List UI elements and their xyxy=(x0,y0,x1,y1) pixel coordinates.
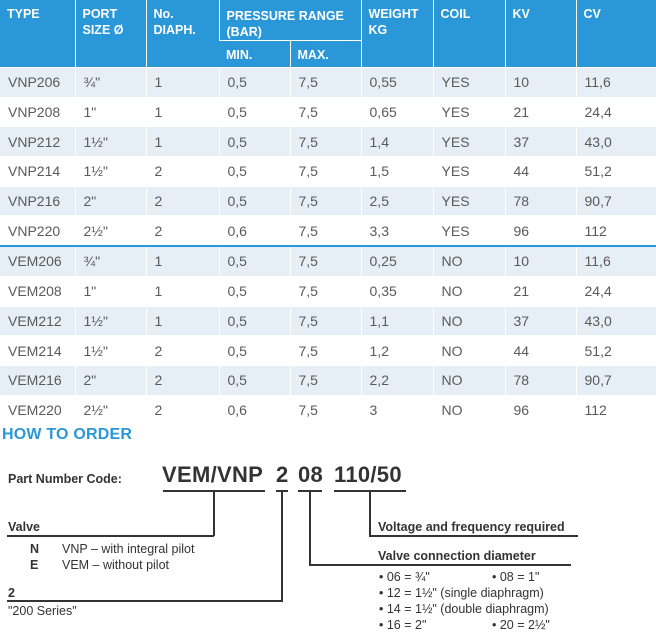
cell-no-diaph: 1 xyxy=(146,246,219,276)
cell-pressure-max: 7,5 xyxy=(290,186,361,216)
cell-pressure-min: 0,5 xyxy=(219,276,290,306)
cell-pressure-max: 7,5 xyxy=(290,97,361,127)
cell-type: VEM212 xyxy=(0,306,75,336)
cell-pressure-max: 7,5 xyxy=(290,246,361,276)
cell-type: VEM214 xyxy=(0,336,75,366)
code-voltage: 110/50 xyxy=(334,462,402,487)
header-kv: KV xyxy=(505,0,576,68)
series-desc: "200 Series" xyxy=(8,604,77,618)
cell-weight: 2,2 xyxy=(361,365,433,395)
connection-option: • 08 = 1" xyxy=(492,570,540,584)
header-pressure-range: PRESSURE RANGE (BAR) xyxy=(219,0,361,41)
cell-pressure-min: 0,5 xyxy=(219,306,290,336)
table-row xyxy=(0,157,656,187)
spec-table-body xyxy=(0,68,656,425)
cell-type: VNP220 xyxy=(0,216,75,246)
cell-pressure-min: 0,5 xyxy=(219,246,290,276)
cell-pressure-max: 7,5 xyxy=(290,336,361,366)
cell-cv: 24,4 xyxy=(576,276,656,306)
cell-weight: 0,55 xyxy=(361,68,433,98)
table-row xyxy=(0,186,656,216)
cell-kv: 78 xyxy=(505,186,576,216)
table-row xyxy=(0,68,656,98)
how-to-order-heading: HOW TO ORDER xyxy=(2,426,133,443)
cell-cv: 11,6 xyxy=(576,68,656,98)
table-row xyxy=(0,127,656,157)
cell-cv: 24,4 xyxy=(576,97,656,127)
cell-port-size: ¾" xyxy=(75,68,146,98)
cell-pressure-max: 7,5 xyxy=(290,365,361,395)
cell-pressure-min: 0,5 xyxy=(219,127,290,157)
cell-pressure-min: 0,6 xyxy=(219,395,290,424)
cell-pressure-max: 7,5 xyxy=(290,127,361,157)
connection-option: • 14 = 1½" (double diaphragm) xyxy=(379,602,549,616)
cell-no-diaph: 2 xyxy=(146,157,219,187)
table-row xyxy=(0,395,656,424)
cell-weight: 1,4 xyxy=(361,127,433,157)
cell-coil: YES xyxy=(433,68,505,98)
cell-pressure-min: 0,5 xyxy=(219,97,290,127)
cell-cv: 11,6 xyxy=(576,246,656,276)
cell-coil: YES xyxy=(433,97,505,127)
cell-no-diaph: 1 xyxy=(146,276,219,306)
cell-port-size: 2" xyxy=(75,186,146,216)
cell-pressure-max: 7,5 xyxy=(290,306,361,336)
cell-port-size: 1½" xyxy=(75,336,146,366)
header-port-size: PORT SIZE Ø xyxy=(75,0,146,68)
cell-cv: 112 xyxy=(576,395,656,424)
cell-coil: YES xyxy=(433,216,505,246)
cell-coil: NO xyxy=(433,336,505,366)
cell-port-size: 2½" xyxy=(75,216,146,246)
cell-coil: NO xyxy=(433,306,505,336)
connector-series-line xyxy=(7,600,283,602)
cell-pressure-max: 7,5 xyxy=(290,157,361,187)
cell-type: VNP216 xyxy=(0,186,75,216)
cell-no-diaph: 1 xyxy=(146,68,219,98)
cell-port-size: 1½" xyxy=(75,306,146,336)
valve-e-desc: VEM – without pilot xyxy=(62,558,169,572)
cell-kv: 21 xyxy=(505,276,576,306)
cell-cv: 43,0 xyxy=(576,306,656,336)
cell-cv: 43,0 xyxy=(576,127,656,157)
table-row xyxy=(0,306,656,336)
connection-option: • 20 = 2½" xyxy=(492,618,550,632)
cell-kv: 37 xyxy=(505,127,576,157)
cell-coil: NO xyxy=(433,276,505,306)
cell-cv: 51,2 xyxy=(576,157,656,187)
valve-e-key: E xyxy=(30,558,39,572)
cell-kv: 21 xyxy=(505,97,576,127)
table-row xyxy=(0,336,656,366)
cell-type: VNP208 xyxy=(0,97,75,127)
cell-port-size: 1" xyxy=(75,276,146,306)
code-series: VEM/VNP xyxy=(162,462,264,487)
cell-weight: 0,65 xyxy=(361,97,433,127)
cell-port-size: 1½" xyxy=(75,157,146,187)
cell-port-size: ¾" xyxy=(75,246,146,276)
cell-type: VNP212 xyxy=(0,127,75,157)
cell-no-diaph: 2 xyxy=(146,186,219,216)
cell-coil: NO xyxy=(433,395,505,424)
valve-n-desc: VNP – with integral pilot xyxy=(62,542,195,556)
cell-port-size: 2½" xyxy=(75,395,146,424)
header-weight: WEIGHT KG xyxy=(361,0,433,68)
connector-valve-line xyxy=(7,535,214,537)
valve-n-key: N xyxy=(30,542,40,556)
cell-weight: 1,1 xyxy=(361,306,433,336)
cell-cv: 112 xyxy=(576,216,656,246)
cell-weight: 0,35 xyxy=(361,276,433,306)
cell-pressure-max: 7,5 xyxy=(290,276,361,306)
cell-pressure-max: 7,5 xyxy=(290,68,361,98)
cell-port-size: 1½" xyxy=(75,127,146,157)
part-number-code-label: Part Number Code: xyxy=(8,472,122,486)
series-key: 2 xyxy=(8,586,15,600)
cell-weight: 1,5 xyxy=(361,157,433,187)
connector-size-line xyxy=(309,564,571,566)
cell-weight: 3 xyxy=(361,395,433,424)
connection-label: Valve connection diameter xyxy=(378,549,536,563)
cell-no-diaph: 1 xyxy=(146,306,219,336)
connector-size xyxy=(309,491,311,565)
voltage-label: Voltage and frequency required xyxy=(378,520,565,534)
code-size: 08 xyxy=(298,462,324,487)
table-row xyxy=(0,365,656,395)
cell-coil: YES xyxy=(433,157,505,187)
cell-weight: 0,25 xyxy=(361,246,433,276)
cell-kv: 78 xyxy=(505,365,576,395)
cell-pressure-min: 0,5 xyxy=(219,157,290,187)
cell-weight: 2,5 xyxy=(361,186,433,216)
connection-option: • 06 = ¾" xyxy=(379,570,430,584)
connection-option: • 16 = 2" xyxy=(379,618,427,632)
cell-no-diaph: 1 xyxy=(146,97,219,127)
code-two: 2 xyxy=(276,462,289,487)
cell-kv: 10 xyxy=(505,68,576,98)
table-row xyxy=(0,216,656,246)
cell-pressure-min: 0,5 xyxy=(219,68,290,98)
cell-pressure-min: 0,5 xyxy=(219,336,290,366)
cell-coil: NO xyxy=(433,365,505,395)
cell-port-size: 2" xyxy=(75,365,146,395)
cell-pressure-max: 7,5 xyxy=(290,395,361,424)
cell-type: VNP206 xyxy=(0,68,75,98)
cell-weight: 1,2 xyxy=(361,336,433,366)
cell-weight: 3,3 xyxy=(361,216,433,246)
cell-pressure-min: 0,5 xyxy=(219,365,290,395)
cell-port-size: 1" xyxy=(75,97,146,127)
valve-label: Valve xyxy=(8,520,40,534)
connection-option: • 12 = 1½" (single diaphragm) xyxy=(379,586,544,600)
cell-cv: 51,2 xyxy=(576,336,656,366)
connector-voltage-line xyxy=(369,535,578,537)
cell-pressure-min: 0,6 xyxy=(219,216,290,246)
header-max: MAX. xyxy=(290,41,361,68)
cell-cv: 90,7 xyxy=(576,365,656,395)
cell-type: VEM216 xyxy=(0,365,75,395)
cell-pressure-min: 0,5 xyxy=(219,186,290,216)
cell-kv: 96 xyxy=(505,216,576,246)
cell-kv: 37 xyxy=(505,306,576,336)
cell-no-diaph: 2 xyxy=(146,395,219,424)
cell-kv: 96 xyxy=(505,395,576,424)
cell-type: VEM208 xyxy=(0,276,75,306)
cell-no-diaph: 1 xyxy=(146,127,219,157)
header-min: MIN. xyxy=(219,41,290,68)
connector-voltage xyxy=(369,491,371,536)
cell-type: VEM220 xyxy=(0,395,75,424)
cell-coil: NO xyxy=(433,246,505,276)
cell-kv: 44 xyxy=(505,157,576,187)
cell-pressure-max: 7,5 xyxy=(290,216,361,246)
cell-cv: 90,7 xyxy=(576,186,656,216)
header-coil: COIL xyxy=(433,0,505,68)
connector-series xyxy=(213,491,215,536)
header-cv: CV xyxy=(576,0,656,68)
cell-no-diaph: 2 xyxy=(146,365,219,395)
cell-type: VNP214 xyxy=(0,157,75,187)
cell-no-diaph: 2 xyxy=(146,336,219,366)
cell-no-diaph: 2 xyxy=(146,216,219,246)
header-type: TYPE xyxy=(0,0,75,68)
cell-coil: YES xyxy=(433,186,505,216)
table-row xyxy=(0,276,656,306)
cell-coil: YES xyxy=(433,127,505,157)
header-no-diaph: No. DIAPH. xyxy=(146,0,219,68)
cell-type: VEM206 xyxy=(0,246,75,276)
table-row xyxy=(0,97,656,127)
cell-kv: 44 xyxy=(505,336,576,366)
cell-kv: 10 xyxy=(505,246,576,276)
table-row xyxy=(0,246,656,276)
connector-two xyxy=(281,491,283,601)
